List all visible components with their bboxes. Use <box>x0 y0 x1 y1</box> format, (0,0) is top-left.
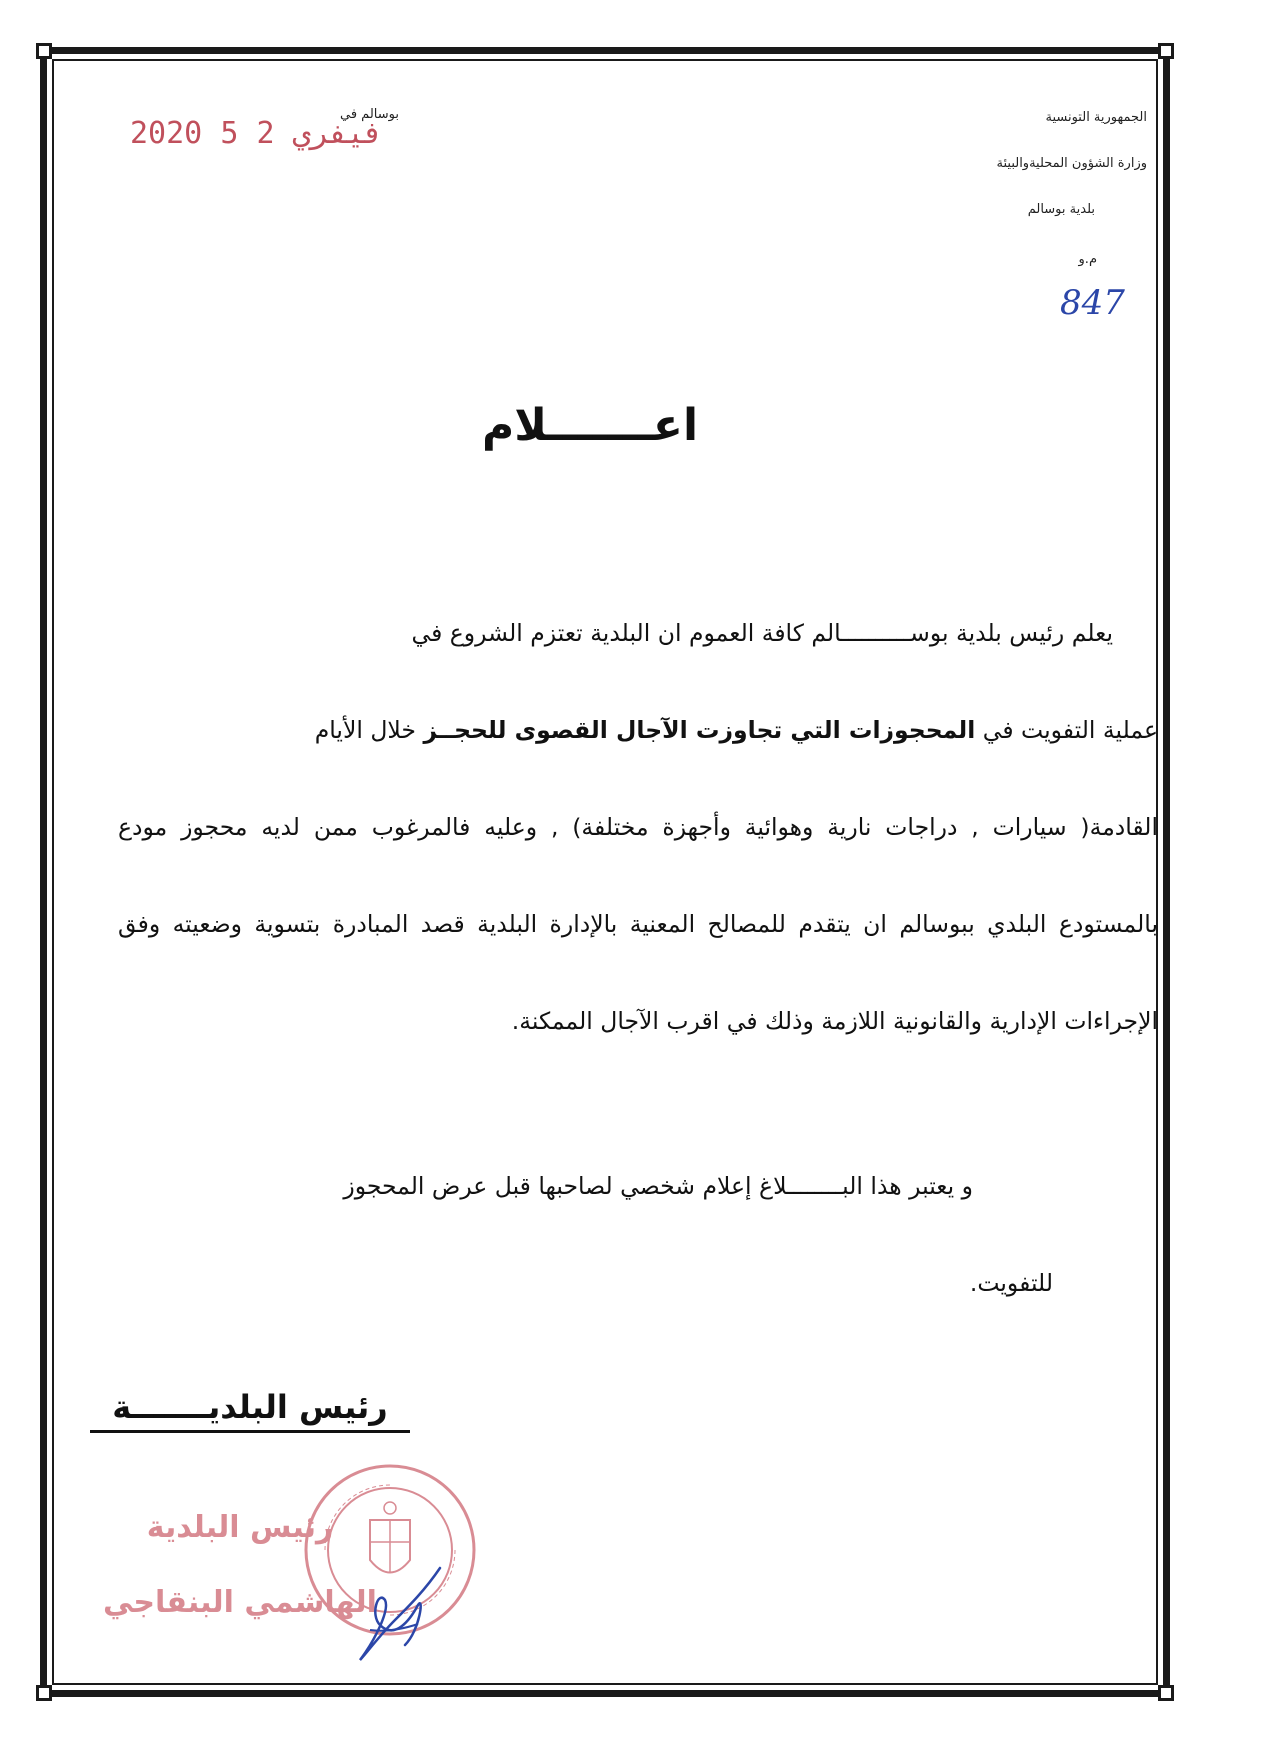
closing-line-2: للتفويت. <box>969 1269 1053 1297</box>
place-label: بوسالم في <box>340 107 399 122</box>
border-corner-top-left <box>36 43 52 59</box>
reference-number: 847 <box>1060 283 1125 323</box>
border-corner-bottom-right <box>1158 1685 1174 1701</box>
body-line-2: عملية التفويت في المحجوزات التي تجاوزت الآجال القصوى للحجــز خلال الأيام <box>314 716 1158 744</box>
body-emphasis: المحجوزات التي تجاوزت الآجال القصوى للحجــز <box>423 716 976 744</box>
border-corner-top-right <box>1158 43 1174 59</box>
header-ministry: وزارة الشؤون المحليةوالبيئة <box>996 156 1147 171</box>
header-municipality: بلدية بوسالم <box>1027 202 1095 217</box>
signature-icon <box>340 1560 460 1670</box>
header-republic: الجمهورية التونسية <box>1045 110 1147 125</box>
border-corner-bottom-left <box>36 1685 52 1701</box>
stamp-text-line-1: رئيس البلدية <box>146 1510 334 1545</box>
closing-line-1: و يعتبر هذا البــــــــلاغ إعلام شخصي لصاحبها قبل عرض المحجوز <box>343 1172 973 1200</box>
closing-paragraph <box>118 1138 1053 1332</box>
body-rest: القادمة( سيارات , دراجات نارية وهوائية وأجهزة مختلفة) , وعليه فالمرغوب ممن لديه محجوز مودع بالمستودع البلدي ببوسالم ان يتقدم للمصالح المعنية بالإدارة البلدية قصد المبادرة بتسوية وضعيته وفق الإجراءات الإدارية والقانونية اللازمة وذلك في اقرب الآجال الممكنة. <box>118 813 1158 1035</box>
notice-body <box>118 585 1158 1070</box>
date-stamp: 2020 فيفري 2 5 <box>130 116 383 151</box>
signatory-title: رئيس البلديـــــــة <box>90 1388 410 1433</box>
body-line-1: يعلم رئيس بلدية بوســــــــــالم كافة العموم ان البلدية تعتزم الشروع في <box>411 619 1113 647</box>
document-title: اعـــــــلام <box>481 400 699 451</box>
reference-label: م.و <box>1078 252 1097 267</box>
stamp-text-line-2: الهاشمي البنقاجي <box>103 1585 377 1620</box>
